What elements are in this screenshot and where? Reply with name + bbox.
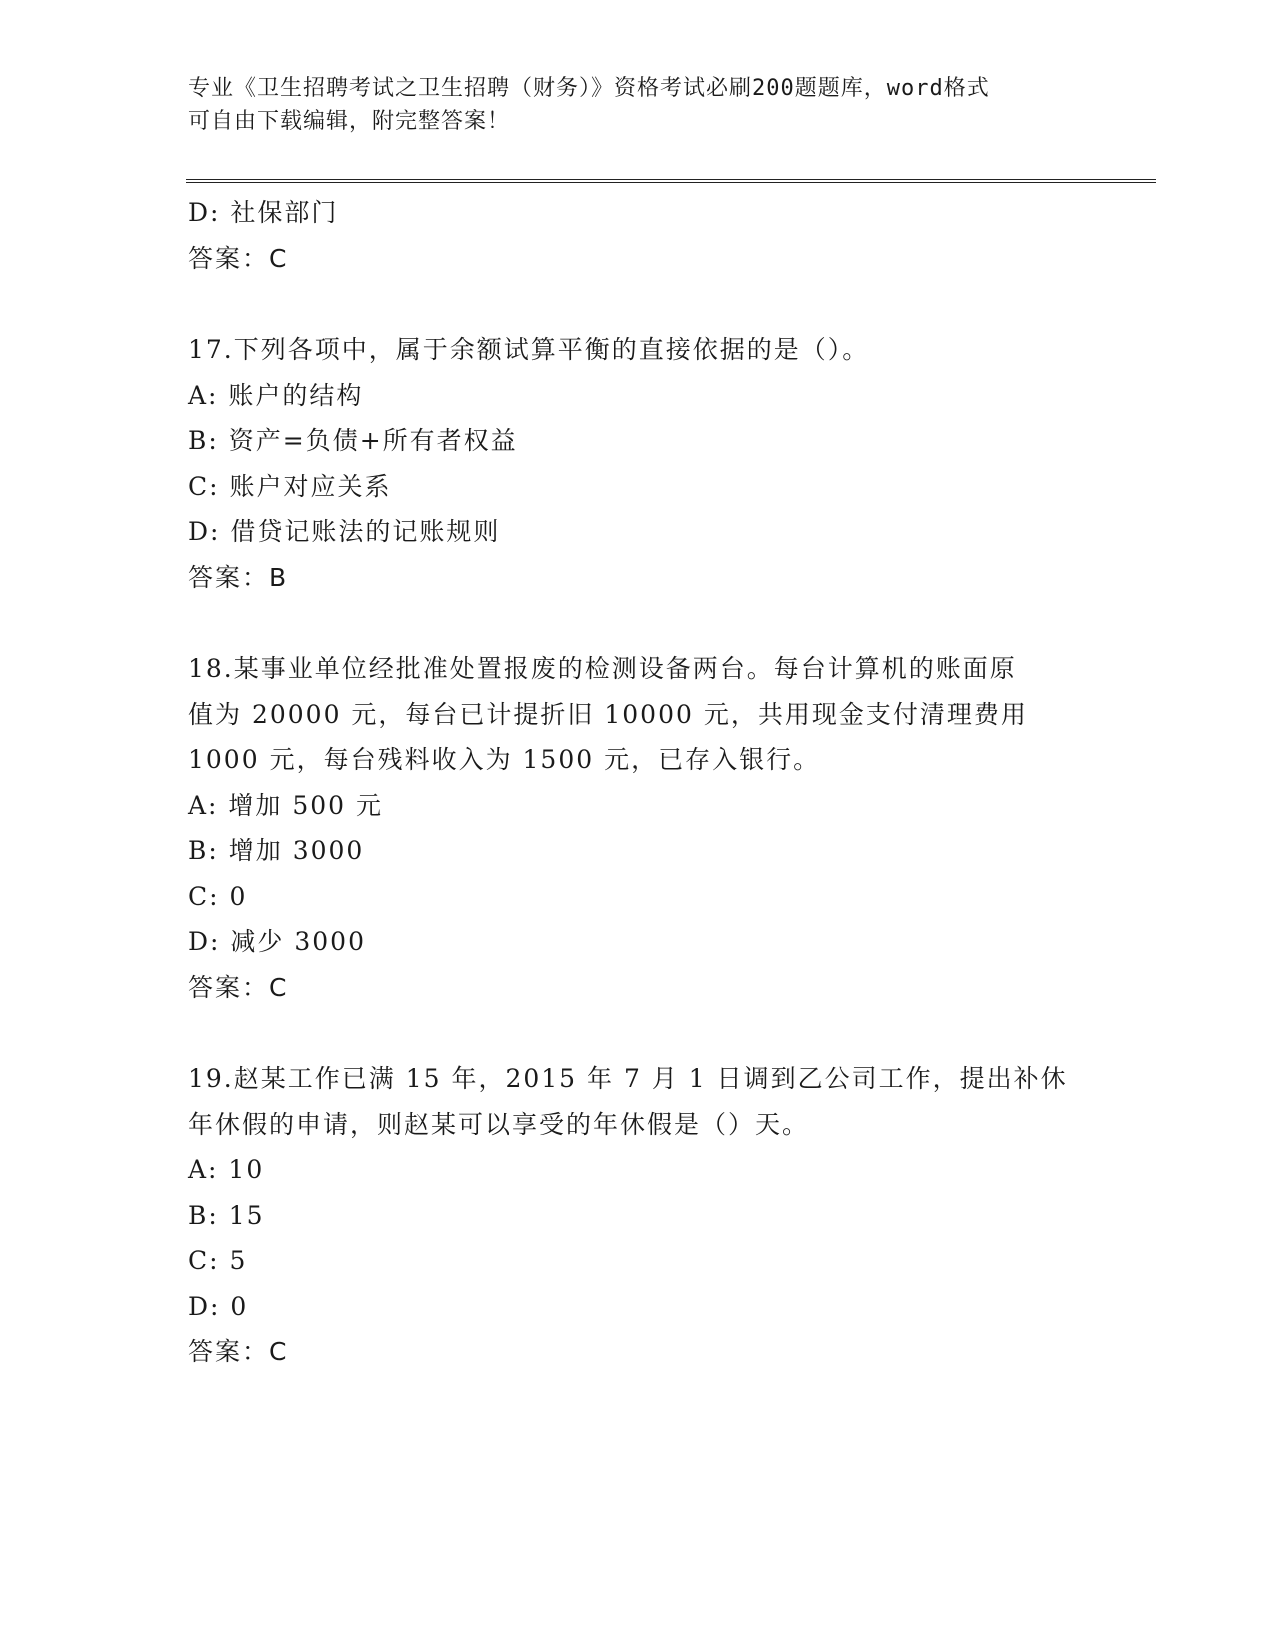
- option-d: D: 社保部门: [188, 198, 339, 227]
- option-c: C: 0: [188, 881, 248, 911]
- option-a: A: 10: [188, 1155, 265, 1184]
- question-19: [188, 1056, 1088, 1375]
- document-header: [188, 72, 1068, 138]
- option-a: A: 账户的结构: [188, 380, 364, 410]
- question-stem-line-1: 18.某事业单位经批准处置报废的检测设备两台。每台计算机的账面原: [188, 654, 1017, 683]
- question-stem-line-1: 19.赵某工作已满 15 年，2015 年 7 月 1 日调到乙公司工作，提出补休: [188, 1064, 1068, 1093]
- option-d: D: 减少 3000: [188, 927, 366, 956]
- question-18: [188, 646, 1088, 1010]
- option-d: D: 0: [188, 1291, 249, 1321]
- header-title-line-1: 专业《卫生招聘考试之卫生招聘（财务）》资格考试必刷200题题库，word格式: [188, 76, 990, 101]
- option-b: B: 资产=负债+所有者权益: [188, 426, 518, 455]
- option-a: A: 增加 500 元: [188, 790, 384, 820]
- question-stem-line-3: 1000 元，每台残料收入为 1500 元，已存入银行。: [188, 745, 821, 774]
- option-c: C: 账户对应关系: [188, 471, 392, 501]
- question-16-tail: [188, 190, 1088, 281]
- header-divider: [186, 179, 1156, 183]
- question-stem: 17.下列各项中，属于余额试算平衡的直接依据的是（）。: [188, 335, 870, 364]
- answer: 答案：C: [188, 1337, 289, 1366]
- question-stem-line-2: 值为 20000 元，每台已计提折旧 10000 元，共用现金支付清理费用: [188, 699, 1028, 729]
- answer: 答案：B: [188, 562, 289, 592]
- option-c: C: 5: [188, 1246, 248, 1275]
- question-17: [188, 327, 1088, 600]
- question-list: [188, 190, 1088, 1375]
- option-b: B: 15: [188, 1200, 265, 1230]
- option-b: B: 增加 3000: [188, 836, 365, 865]
- question-stem-line-2: 年休假的申请，则赵某可以享受的年休假是（）天。: [188, 1109, 810, 1139]
- option-d: D: 借贷记账法的记账规则: [188, 517, 501, 546]
- answer: 答案：C: [188, 972, 289, 1002]
- header-title-line-2: 可自由下载编辑，附完整答案！: [188, 109, 511, 134]
- answer: 答案：C: [188, 243, 289, 273]
